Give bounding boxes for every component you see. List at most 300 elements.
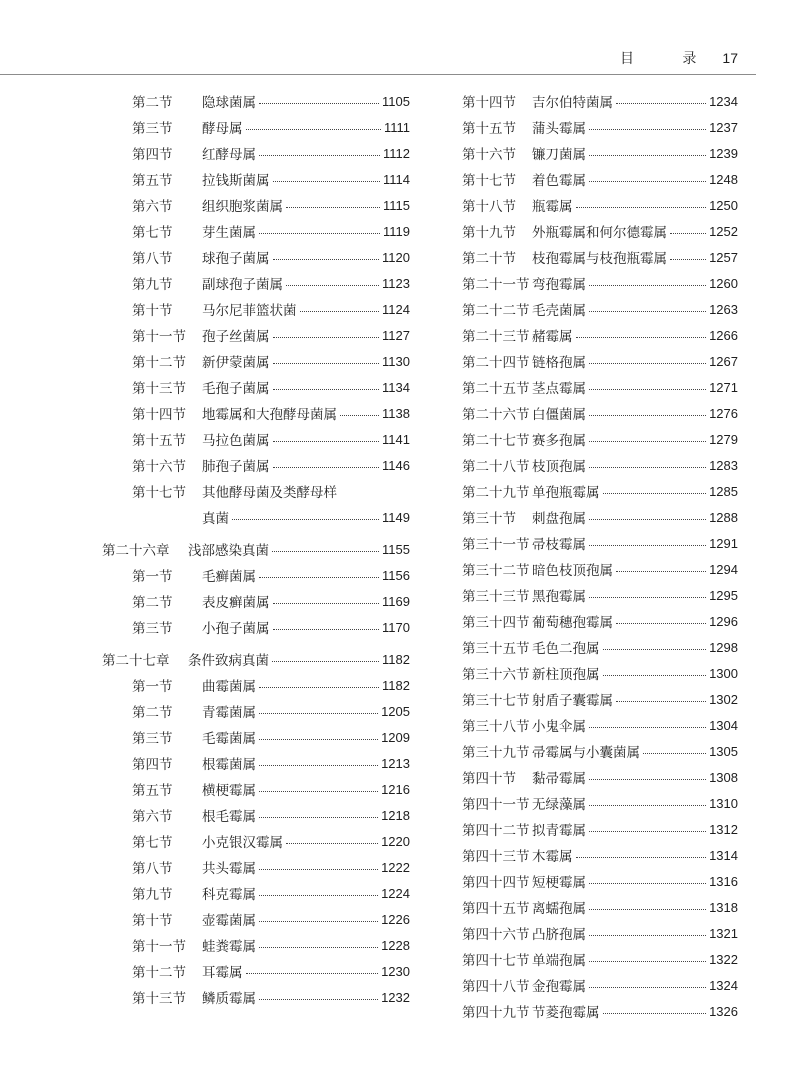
entry-number: 第十节 — [132, 913, 173, 929]
entry-page-number: 1263 — [709, 301, 738, 317]
toc-section-entry — [462, 764, 738, 790]
entry-page-number: 1156 — [382, 567, 410, 583]
entry-title: 离蠕孢属 — [532, 901, 586, 917]
entry-number: 第四十五节 — [462, 901, 530, 917]
entry-title: 金孢霉属 — [532, 979, 586, 995]
dot-leader — [589, 415, 706, 416]
entry-page-number: 1267 — [709, 353, 738, 369]
entry-page-number: 1288 — [709, 509, 738, 525]
toc-section-entry — [462, 998, 738, 1024]
entry-title: 红酵母属 — [202, 147, 256, 163]
toc-section-entry — [462, 348, 738, 374]
entry-number: 第十九节 — [462, 225, 516, 241]
entry-page-number: 1146 — [382, 457, 410, 473]
dot-leader — [643, 753, 706, 754]
entry-page-number: 1120 — [382, 249, 410, 265]
dot-leader — [259, 947, 378, 948]
toc-section-entry — [102, 244, 410, 270]
dot-leader — [589, 935, 706, 936]
entry-title: 马拉色菌属 — [202, 433, 270, 449]
dot-leader — [603, 649, 707, 650]
entry-page-number: 1228 — [381, 937, 410, 953]
entry-title: 木霉属 — [532, 849, 573, 865]
entry-number: 第二十节 — [462, 251, 516, 267]
toc-section-entry — [102, 880, 410, 906]
entry-title: 副球孢子菌属 — [202, 277, 283, 293]
dot-leader — [246, 973, 379, 974]
entry-title: 根霉菌属 — [202, 757, 256, 773]
dot-leader — [273, 259, 380, 260]
toc-section-entry — [102, 750, 410, 776]
entry-number: 第三十八节 — [462, 719, 530, 735]
entry-number: 第八节 — [132, 251, 173, 267]
entry-page-number: 1134 — [382, 379, 410, 395]
entry-number: 第五节 — [132, 173, 173, 189]
entry-page-number: 1216 — [381, 781, 410, 797]
dot-leader — [576, 857, 707, 858]
dot-leader — [259, 895, 378, 896]
entry-page-number: 1239 — [709, 145, 738, 161]
entry-number: 第四十四节 — [462, 875, 530, 891]
entry-number: 第三十四节 — [462, 615, 530, 631]
entry-title: 短梗霉属 — [532, 875, 586, 891]
header-rule — [0, 74, 756, 75]
entry-title: 毛孢子菌属 — [202, 381, 270, 397]
entry-title: 条件致病真菌 — [188, 653, 269, 669]
entry-number: 第三节 — [132, 731, 173, 747]
toc-section-entry — [102, 166, 410, 192]
entry-title: 耳霉属 — [202, 965, 243, 981]
toc-section-entry — [102, 218, 410, 244]
entry-title: 隐球菌属 — [202, 95, 256, 111]
entry-page-number: 1182 — [382, 651, 410, 667]
entry-title: 吉尔伯特菌属 — [532, 95, 613, 111]
toc-section-entry — [102, 958, 410, 984]
entry-number: 第三十二节 — [462, 563, 530, 579]
entry-title: 青霉菌属 — [202, 705, 256, 721]
dot-leader — [603, 493, 707, 494]
entry-title: 帚霉属与小囊菌属 — [532, 745, 640, 761]
entry-page-number: 1170 — [382, 619, 410, 635]
entry-title: 曲霉菌属 — [202, 679, 256, 695]
dot-leader — [589, 831, 706, 832]
dot-leader — [576, 207, 707, 208]
entry-page-number: 1119 — [383, 223, 410, 239]
entry-page-number: 1326 — [709, 1003, 738, 1019]
entry-title: 球孢子菌属 — [202, 251, 270, 267]
entry-title: 毛癣菌属 — [202, 569, 256, 585]
entry-page-number: 1260 — [709, 275, 738, 291]
dot-leader — [259, 713, 378, 714]
toc-section-entry — [102, 400, 410, 426]
toc-section-entry — [102, 984, 410, 1010]
entry-page-number: 1209 — [381, 729, 410, 745]
dot-leader — [670, 233, 706, 234]
page-header — [620, 47, 738, 69]
entry-page-number: 1271 — [709, 379, 738, 395]
dot-leader — [589, 545, 706, 546]
entry-title: 节菱孢霉属 — [532, 1005, 600, 1021]
entry-number: 第二十七节 — [462, 433, 530, 449]
toc-section-entry — [462, 296, 738, 322]
dot-leader — [286, 285, 379, 286]
toc-section-entry — [462, 504, 738, 530]
entry-page-number: 1279 — [709, 431, 738, 447]
dot-leader — [273, 441, 380, 442]
entry-number: 第二十一节 — [462, 277, 530, 293]
toc-section-entry — [102, 452, 410, 478]
dot-leader — [286, 207, 380, 208]
toc-section-entry — [462, 608, 738, 634]
entry-number: 第四十一节 — [462, 797, 530, 813]
header-title: 目 录 — [619, 51, 719, 67]
dot-leader — [616, 571, 706, 572]
toc-section-entry — [462, 270, 738, 296]
toc-section-entry — [462, 972, 738, 998]
entry-page-number: 1250 — [709, 197, 738, 213]
entry-title: 地霉属和大孢酵母菌属 — [202, 407, 337, 423]
entry-title: 赛多孢属 — [532, 433, 586, 449]
toc-section-entry — [462, 374, 738, 400]
dot-leader — [589, 311, 706, 312]
dot-leader — [589, 441, 706, 442]
toc-section-entry — [102, 776, 410, 802]
dot-leader — [259, 921, 378, 922]
entry-number: 第九节 — [132, 887, 173, 903]
dot-leader — [589, 389, 706, 390]
entry-page-number: 1291 — [709, 535, 738, 551]
dot-leader — [589, 883, 706, 884]
entry-number: 第三十九节 — [462, 745, 530, 761]
dot-leader — [286, 843, 378, 844]
dot-leader — [589, 987, 706, 988]
dot-leader — [273, 603, 380, 604]
dot-leader — [273, 467, 380, 468]
toc-section-entry — [462, 166, 738, 192]
entry-page-number: 1322 — [709, 951, 738, 967]
entry-page-number: 1149 — [382, 509, 410, 525]
entry-number: 第二节 — [132, 95, 173, 111]
entry-number: 第十六节 — [132, 459, 186, 475]
dot-leader — [246, 129, 381, 130]
entry-number: 第二节 — [132, 595, 173, 611]
toc-section-entry — [462, 842, 738, 868]
toc-section-entry — [102, 270, 410, 296]
entry-page-number: 1295 — [709, 587, 738, 603]
entry-number: 第三十节 — [462, 511, 516, 527]
entry-title: 横梗霉属 — [202, 783, 256, 799]
entry-number: 第四十二节 — [462, 823, 530, 839]
entry-page-number: 1305 — [709, 743, 738, 759]
toc-section-entry — [462, 946, 738, 972]
entry-number: 第十二节 — [132, 355, 186, 371]
dot-leader — [232, 519, 379, 520]
entry-title: 单孢瓶霉属 — [532, 485, 600, 501]
entry-page-number: 1141 — [382, 431, 410, 447]
entry-number: 第三十五节 — [462, 641, 530, 657]
entry-page-number: 1232 — [381, 989, 410, 1005]
toc-section-entry — [462, 686, 738, 712]
toc-section-entry — [102, 114, 410, 140]
entry-number: 第三十七节 — [462, 693, 530, 709]
entry-number: 第一节 — [132, 569, 173, 585]
entry-number: 第十节 — [132, 303, 173, 319]
entry-number: 第二十九节 — [462, 485, 530, 501]
entry-page-number: 1318 — [709, 899, 738, 915]
entry-number: 第一节 — [132, 679, 173, 695]
entry-title: 镰刀菌属 — [532, 147, 586, 163]
dot-leader — [259, 739, 378, 740]
entry-title: 其他酵母菌及类酵母样 — [202, 485, 337, 501]
dot-leader — [589, 727, 706, 728]
dot-leader — [670, 259, 706, 260]
entry-page-number: 1300 — [709, 665, 738, 681]
toc-section-entry — [462, 140, 738, 166]
toc-section-entry — [462, 192, 738, 218]
toc-column-right — [462, 88, 738, 1024]
entry-page-number: 1302 — [709, 691, 738, 707]
toc-section-entry — [102, 614, 410, 640]
entry-title: 白僵菌属 — [532, 407, 586, 423]
entry-page-number: 1304 — [709, 717, 738, 733]
toc-section-entry — [102, 698, 410, 724]
dot-leader — [340, 415, 379, 416]
entry-number: 第二十二节 — [462, 303, 530, 319]
entry-page-number: 1310 — [709, 795, 738, 811]
entry-title: 暗色枝顶孢属 — [532, 563, 613, 579]
toc-section-entry — [102, 562, 410, 588]
entry-page-number: 1252 — [709, 223, 738, 239]
entry-number: 第十七节 — [462, 173, 516, 189]
entry-page-number: 1218 — [381, 807, 410, 823]
entry-title: 表皮癣菌属 — [202, 595, 270, 611]
toc-section-entry — [462, 400, 738, 426]
toc-section-entry — [462, 322, 738, 348]
entry-number: 第十四节 — [132, 407, 186, 423]
entry-number: 第十一节 — [132, 939, 186, 955]
toc-section-entry — [462, 894, 738, 920]
entry-title: 新伊蒙菌属 — [202, 355, 270, 371]
entry-number: 第三十三节 — [462, 589, 530, 605]
entry-page-number: 1276 — [709, 405, 738, 421]
entry-title: 黑孢霉属 — [532, 589, 586, 605]
entry-page-number: 1138 — [382, 405, 410, 421]
toc-section-entry — [462, 634, 738, 660]
dot-leader — [272, 551, 379, 552]
toc-section-entry — [102, 854, 410, 880]
dot-leader — [589, 909, 706, 910]
dot-leader — [273, 363, 380, 364]
entry-title: 黏帚霉属 — [532, 771, 586, 787]
entry-page-number: 1124 — [382, 301, 410, 317]
toc-section-entry — [102, 88, 410, 114]
toc-section-entry — [462, 816, 738, 842]
toc-section-entry — [102, 724, 410, 750]
dot-leader — [576, 337, 707, 338]
entry-page-number: 1312 — [709, 821, 738, 837]
entry-title: 根毛霉属 — [202, 809, 256, 825]
entry-number: 第二十四节 — [462, 355, 530, 371]
toc-section-entry — [462, 790, 738, 816]
entry-title: 蒲头霉属 — [532, 121, 586, 137]
entry-number: 第六节 — [132, 199, 173, 215]
entry-title: 酵母属 — [202, 121, 243, 137]
entry-page-number: 1257 — [709, 249, 738, 265]
toc-section-entry — [462, 88, 738, 114]
toc-section-entry — [102, 374, 410, 400]
toc-section-entry — [102, 588, 410, 614]
toc-section-entry — [102, 802, 410, 828]
entry-number: 第十四节 — [462, 95, 516, 111]
entry-page-number: 1266 — [709, 327, 738, 343]
toc-section-entry — [462, 478, 738, 504]
entry-page-number: 1220 — [381, 833, 410, 849]
entry-page-number: 1298 — [709, 639, 738, 655]
entry-page-number: 1205 — [381, 703, 410, 719]
entry-title: 小孢子菌属 — [202, 621, 270, 637]
entry-title: 马尔尼菲篮状菌 — [202, 303, 297, 319]
entry-title: 真菌 — [202, 511, 229, 527]
entry-title: 毛霉菌属 — [202, 731, 256, 747]
toc-section-entry — [462, 582, 738, 608]
entry-number: 第二十八节 — [462, 459, 530, 475]
dot-leader — [616, 701, 706, 702]
toc-section-entry — [102, 140, 410, 166]
entry-title: 无绿藻属 — [532, 797, 586, 813]
entry-number: 第三节 — [132, 621, 173, 637]
toc-section-entry — [462, 920, 738, 946]
dot-leader — [589, 467, 706, 468]
entry-number: 第四十七节 — [462, 953, 530, 969]
toc-section-entry — [102, 348, 410, 374]
entry-title: 科克霉属 — [202, 887, 256, 903]
dot-leader — [259, 577, 379, 578]
toc-section-entry — [102, 478, 410, 504]
toc-section-entry — [102, 906, 410, 932]
entry-number: 第三十六节 — [462, 667, 530, 683]
dot-leader — [259, 103, 379, 104]
entry-page-number: 1294 — [709, 561, 738, 577]
entry-number: 第七节 — [132, 835, 173, 851]
entry-title: 瓶霉属 — [532, 199, 573, 215]
entry-page-number: 1314 — [709, 847, 738, 863]
entry-number: 第五节 — [132, 783, 173, 799]
dot-leader — [616, 623, 706, 624]
toc-section-entry — [462, 556, 738, 582]
toc-section-entry — [462, 868, 738, 894]
dot-leader — [603, 1013, 707, 1014]
toc-section-entry — [462, 530, 738, 556]
dot-leader — [259, 233, 380, 234]
dot-leader — [300, 311, 380, 312]
toc-section-entry — [462, 114, 738, 140]
entry-number: 第十一节 — [132, 329, 186, 345]
entry-number: 第二十三节 — [462, 329, 530, 345]
toc-section-entry — [462, 660, 738, 686]
entry-page-number: 1226 — [381, 911, 410, 927]
dot-leader — [259, 817, 378, 818]
toc-section-entry — [462, 738, 738, 764]
entry-number: 第三节 — [132, 121, 173, 137]
dot-leader — [589, 519, 706, 520]
toc-section-entry — [102, 504, 410, 530]
entry-title: 葡萄穗孢霉属 — [532, 615, 613, 631]
entry-number: 第二十七章 — [102, 653, 170, 669]
entry-page-number: 1123 — [382, 275, 410, 291]
entry-page-number: 1316 — [709, 873, 738, 889]
entry-page-number: 1105 — [382, 93, 410, 109]
toc-section-entry — [462, 712, 738, 738]
dot-leader — [589, 363, 706, 364]
entry-title: 毛壳菌属 — [532, 303, 586, 319]
toc-section-entry — [102, 192, 410, 218]
entry-number: 第八节 — [132, 861, 173, 877]
page-number: 17 — [722, 50, 738, 66]
entry-title: 小鬼伞属 — [532, 719, 586, 735]
toc-section-entry — [462, 452, 738, 478]
entry-page-number: 1112 — [383, 145, 410, 161]
entry-title: 链格孢属 — [532, 355, 586, 371]
entry-number: 第三十一节 — [462, 537, 530, 553]
entry-page-number: 1248 — [709, 171, 738, 187]
entry-number: 第六节 — [132, 809, 173, 825]
toc-section-entry — [102, 828, 410, 854]
entry-number: 第四十八节 — [462, 979, 530, 995]
dot-leader — [259, 999, 378, 1000]
entry-page-number: 1130 — [382, 353, 410, 369]
entry-title: 枝顶孢属 — [532, 459, 586, 475]
entry-title: 枝孢霉属与枝孢瓶霉属 — [532, 251, 667, 267]
entry-title: 拉钱斯菌属 — [202, 173, 270, 189]
entry-title: 鳞质霉属 — [202, 991, 256, 1007]
entry-title: 芽生菌属 — [202, 225, 256, 241]
entry-title: 单端孢属 — [532, 953, 586, 969]
entry-page-number: 1114 — [383, 171, 410, 187]
entry-page-number: 1234 — [709, 93, 738, 109]
entry-number: 第十三节 — [132, 991, 186, 1007]
entry-title: 组织胞浆菌属 — [202, 199, 283, 215]
entry-number: 第四节 — [132, 757, 173, 773]
entry-title: 毛色二孢属 — [532, 641, 600, 657]
entry-page-number: 1308 — [709, 769, 738, 785]
dot-leader — [259, 687, 379, 688]
entry-title: 共头霉属 — [202, 861, 256, 877]
entry-title: 刺盘孢属 — [532, 511, 586, 527]
entry-title: 浅部感染真菌 — [188, 543, 269, 559]
entry-title: 帚枝霉属 — [532, 537, 586, 553]
dot-leader — [273, 389, 380, 390]
entry-number: 第二十六节 — [462, 407, 530, 423]
entry-number: 第四十节 — [462, 771, 516, 787]
entry-title: 新柱顶孢属 — [532, 667, 600, 683]
toc-chapter-entry — [102, 646, 410, 672]
entry-number: 第十三节 — [132, 381, 186, 397]
toc-section-entry — [462, 244, 738, 270]
entry-title: 弯孢霉属 — [532, 277, 586, 293]
toc-section-entry — [462, 218, 738, 244]
entry-page-number: 1230 — [381, 963, 410, 979]
entry-page-number: 1213 — [381, 755, 410, 771]
entry-page-number: 1285 — [709, 483, 738, 499]
entry-number: 第二十六章 — [102, 543, 170, 559]
toc-section-entry — [102, 426, 410, 452]
toc-section-entry — [102, 322, 410, 348]
dot-leader — [589, 805, 706, 806]
toc-section-entry — [102, 932, 410, 958]
entry-title: 孢子丝菌属 — [202, 329, 270, 345]
entry-number: 第十八节 — [462, 199, 516, 215]
dot-leader — [273, 337, 380, 338]
